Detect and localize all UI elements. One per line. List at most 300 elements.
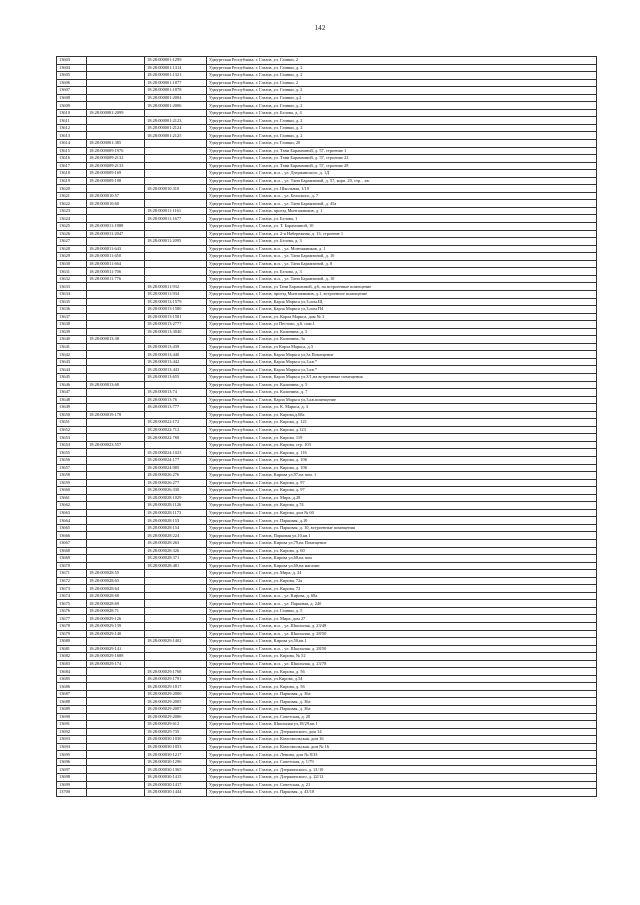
table-row	[57, 743, 597, 751]
land-cadastral-cell	[87, 79, 145, 87]
land-cadastral-cell: 18:28:000023:557	[87, 441, 145, 449]
address-cell: Удмуртская Республика, г. Глазов, ул. Парковая, д. 36а	[207, 706, 597, 714]
row-number-cell: 13637	[57, 313, 87, 321]
building-cadastral-cell: 18:28:000028:1126	[145, 502, 207, 510]
land-cadastral-cell	[87, 306, 145, 314]
row-number-cell: 13611	[57, 117, 87, 125]
row-number-cell: 13683	[57, 660, 87, 668]
land-cadastral-cell	[87, 283, 145, 291]
address-cell: Удмуртская Республика, г. Глазов, ул. Белова, д. 3	[207, 268, 597, 276]
land-cadastral-cell: 18:28:000011:706	[87, 268, 145, 276]
row-number-cell: 13658	[57, 472, 87, 480]
building-cadastral-cell: 18:28:000030:1444	[145, 789, 207, 797]
table-row	[57, 260, 597, 268]
building-cadastral-cell: 18:28:000001:2124	[145, 124, 207, 132]
land-cadastral-cell	[87, 117, 145, 125]
building-cadastral-cell: 18:28:000001:1877	[145, 79, 207, 87]
building-cadastral-cell	[145, 645, 207, 653]
table-row	[57, 713, 597, 721]
row-number-cell: 13663	[57, 509, 87, 517]
table-row	[57, 79, 597, 87]
table-row	[57, 502, 597, 510]
building-cadastral-cell: 18:28:000013:443	[145, 366, 207, 374]
building-cadastral-cell: 18:28:000026:277	[145, 479, 207, 487]
table-row	[57, 623, 597, 631]
land-cadastral-cell	[87, 57, 145, 65]
row-number-cell: 13655	[57, 449, 87, 457]
address-cell: Удмуртская Республика, г. Глазов, м.п. , ул. Дзержинского, д. 1Д	[207, 170, 597, 178]
row-number-cell: 13605	[57, 72, 87, 80]
table-row	[57, 87, 597, 95]
table-row	[57, 441, 597, 449]
table-row	[57, 690, 597, 698]
table-row	[57, 72, 597, 80]
row-number-cell: 13651	[57, 419, 87, 427]
land-cadastral-cell	[87, 668, 145, 676]
table-row	[57, 177, 597, 185]
building-cadastral-cell	[145, 615, 207, 623]
row-number-cell: 13678	[57, 623, 87, 631]
land-cadastral-cell: 18:28:000009:2133	[87, 162, 145, 170]
land-cadastral-cell	[87, 351, 145, 359]
address-cell: Удмуртская Республика, г. Глазов, Карла Маркса ул,3,кв.*	[207, 358, 597, 366]
row-number-cell: 13670	[57, 562, 87, 570]
building-cadastral-cell	[145, 162, 207, 170]
land-cadastral-cell	[87, 449, 145, 457]
table-row	[57, 215, 597, 223]
land-cadastral-cell	[87, 207, 145, 215]
building-cadastral-cell: 18:28:000022:172	[145, 419, 207, 427]
land-cadastral-cell	[87, 638, 145, 646]
table-row	[57, 140, 597, 148]
building-cadastral-cell: 18:28:000011:2095	[145, 238, 207, 246]
row-number-cell: 13644	[57, 366, 87, 374]
table-row	[57, 283, 597, 291]
address-cell: Удмуртская Республика, г. Глазов, ул. Калинина, д. 5	[207, 381, 597, 389]
table-row	[57, 547, 597, 555]
building-cadastral-cell: 18:28:000026:330	[145, 487, 207, 495]
land-cadastral-cell	[87, 675, 145, 683]
building-cadastral-cell	[145, 275, 207, 283]
building-cadastral-cell: 18:28:000013:2777	[145, 321, 207, 329]
table-row	[57, 789, 597, 797]
land-cadastral-cell	[87, 502, 145, 510]
land-cadastral-cell	[87, 321, 145, 329]
row-number-cell: 13606	[57, 79, 87, 87]
table-row	[57, 668, 597, 676]
address-cell: Удмуртская Республика, г. Глазов, ул. Глинки, д. 2	[207, 64, 597, 72]
land-cadastral-cell	[87, 94, 145, 102]
table-row	[57, 170, 597, 178]
table-row	[57, 585, 597, 593]
row-number-cell: 13630	[57, 260, 87, 268]
land-cadastral-cell: 18:28:000009:169	[87, 170, 145, 178]
row-number-cell: 13665	[57, 524, 87, 532]
land-cadastral-cell	[87, 215, 145, 223]
address-cell: Удмуртская Республика, г. Глазов, ул. Парковая, д.10	[207, 517, 597, 525]
table-row	[57, 155, 597, 163]
land-cadastral-cell: 18:28:000029:174	[87, 660, 145, 668]
address-cell: Удмуртская Республика, г. Глазов, ул. Советская, д. 1/79	[207, 758, 597, 766]
table-row	[57, 645, 597, 653]
land-cadastral-cell	[87, 509, 145, 517]
building-cadastral-cell: 18:28:000013:440	[145, 351, 207, 359]
table-row	[57, 524, 597, 532]
building-cadastral-cell: 18:28:000028:371	[145, 555, 207, 563]
building-cadastral-cell: 18:28:000028:153	[145, 517, 207, 525]
table-row	[57, 223, 597, 231]
building-cadastral-cell: 18:28:000013:777	[145, 404, 207, 412]
land-cadastral-cell	[87, 434, 145, 442]
land-cadastral-cell	[87, 87, 145, 95]
building-cadastral-cell: 18:28:000029:2005	[145, 698, 207, 706]
building-cadastral-cell: 18:28:000030:1030	[145, 736, 207, 744]
land-cadastral-cell	[87, 532, 145, 540]
land-cadastral-cell	[87, 736, 145, 744]
table-row	[57, 275, 597, 283]
land-cadastral-cell	[87, 479, 145, 487]
table-row	[57, 238, 597, 246]
land-cadastral-cell	[87, 72, 145, 80]
row-number-cell: 13687	[57, 690, 87, 698]
address-cell: Удмуртская Республика, г. Глазов, ул. 2-я Набережная, д. 13, строение 1	[207, 230, 597, 238]
building-cadastral-cell: 18:28:000028:326	[145, 547, 207, 555]
address-cell: Удмуртская Республика, г. Глазов, м.п. , ул. Тани Барамзиной, д. 8	[207, 260, 597, 268]
address-cell: Удмуртская Республика, г. Глазов, м.п. , ул. Тани Барамзиной, д. 57, корп. 20, стр. , кв.	[207, 177, 597, 185]
address-cell: Удмуртская Республика, г. Глазов, Карла Маркса ул,3,кв.*	[207, 366, 597, 374]
row-number-cell: 13641	[57, 343, 87, 351]
address-cell: Удмуртская Республика, г. Глазов, ул. Глинки, д. 2	[207, 72, 597, 80]
row-number-cell: 13656	[57, 456, 87, 464]
row-number-cell: 13631	[57, 268, 87, 276]
building-cadastral-cell	[145, 577, 207, 585]
building-cadastral-cell: 18:28:000024:1023	[145, 449, 207, 457]
row-number-cell: 13640	[57, 336, 87, 344]
building-cadastral-cell	[145, 155, 207, 163]
row-number-cell: 13669	[57, 555, 87, 563]
row-number-cell: 13620	[57, 185, 87, 193]
row-number-cell: 13623	[57, 207, 87, 215]
building-cadastral-cell	[145, 570, 207, 578]
address-cell: Удмуртская Республика, г. Глазов, ул. Глинки, д. 2	[207, 117, 597, 125]
row-number-cell: 13650	[57, 411, 87, 419]
land-cadastral-cell	[87, 789, 145, 797]
land-cadastral-cell: 18:28:000028:55	[87, 570, 145, 578]
table-row	[57, 381, 597, 389]
address-cell: Удмуртская Республика, г. Глазов, ул. Кирова, стр. 103	[207, 441, 597, 449]
building-cadastral-cell: 18:28:000001:1314	[145, 64, 207, 72]
building-cadastral-cell	[145, 653, 207, 661]
building-cadastral-cell: 18:28:000024:985	[145, 464, 207, 472]
address-cell: Удмуртская Республика, г. Глазов, ул. Т. Барамзиной, 10	[207, 223, 597, 231]
table-row	[57, 479, 597, 487]
table-row	[57, 638, 597, 646]
table-row	[57, 358, 597, 366]
address-cell: Удмуртская Республика, г. Глазов, ул. Тани Барамзиной, д. 57, строение 28	[207, 162, 597, 170]
address-cell: Удмуртская Республика, г. Глазов, ул. Кирова, № 52	[207, 653, 597, 661]
land-cadastral-cell	[87, 373, 145, 381]
table-row	[57, 411, 597, 419]
address-cell: Удмуртская Республика, г. Глазов, ул. Глинки, д. 2	[207, 124, 597, 132]
row-number-cell: 13621	[57, 192, 87, 200]
row-number-cell: 13646	[57, 381, 87, 389]
building-cadastral-cell: 18:28:000011:934	[145, 290, 207, 298]
table-row	[57, 102, 597, 110]
building-cadastral-cell	[145, 230, 207, 238]
address-cell: Удмуртская Республика, г. Глазов, ул. Кирова, д.123	[207, 426, 597, 434]
table-row	[57, 426, 597, 434]
building-cadastral-cell: 18:28:000029:735	[145, 728, 207, 736]
row-number-cell: 13661	[57, 494, 87, 502]
row-number-cell: 13668	[57, 547, 87, 555]
row-number-cell: 13686	[57, 683, 87, 691]
address-cell: Удмуртская Республика, г. Глазов, ул. Кирова, д. 116	[207, 449, 597, 457]
land-cadastral-cell	[87, 555, 145, 563]
building-cadastral-cell: 18:28:000001:1299	[145, 57, 207, 65]
address-cell: Удмуртская Республика, г. Глазов, ул. Кирова, д. 60	[207, 547, 597, 555]
table-row	[57, 253, 597, 261]
table-row	[57, 192, 597, 200]
row-number-cell: 13649	[57, 404, 87, 412]
row-number-cell: 13679	[57, 630, 87, 638]
land-cadastral-cell	[87, 290, 145, 298]
row-number-cell: 13691	[57, 721, 87, 729]
land-cadastral-cell: 18:28:000011:1888	[87, 223, 145, 231]
table-row	[57, 389, 597, 397]
address-cell: Удмуртская Республика, г. Глазов, Кирова ул,79,на Помещение	[207, 540, 597, 548]
land-cadastral-cell	[87, 721, 145, 729]
land-cadastral-cell: 18:28:000028:63	[87, 577, 145, 585]
land-cadastral-cell	[87, 298, 145, 306]
building-cadastral-cell	[145, 381, 207, 389]
row-number-cell: 13633	[57, 283, 87, 291]
address-cell: Удмуртская Республика, г. Глазов, ул. Глинки, 2	[207, 57, 597, 65]
land-cadastral-cell	[87, 547, 145, 555]
land-cadastral-cell: 18:28:000028:69	[87, 600, 145, 608]
table-row	[57, 592, 597, 600]
row-number-cell: 13695	[57, 751, 87, 759]
table-row	[57, 615, 597, 623]
row-number-cell: 13615	[57, 147, 87, 155]
address-cell: Удмуртская Республика, г. Глазов, ул. Кирова, д. 121	[207, 419, 597, 427]
address-cell: Удмуртская Республика, г. Глазов, ул. Кирова, д. 106	[207, 464, 597, 472]
address-cell: Удмуртская Республика, г. Глазов, ул. Парковая, д. 10, встроенные помещения	[207, 524, 597, 532]
address-cell: Удмуртская Республика, г. Глазов, ул. Кирова,д.68а	[207, 411, 597, 419]
row-number-cell: 13699	[57, 781, 87, 789]
address-cell: Удмуртская Республика, г. Глазов, м.п. , ул. Тани Барамзиной, д. 45а	[207, 200, 597, 208]
building-cadastral-cell: 18:28:000029:1817	[145, 683, 207, 691]
row-number-cell: 13685	[57, 675, 87, 683]
building-cadastral-cell: 18:28:000028:154	[145, 524, 207, 532]
table-row	[57, 577, 597, 585]
address-cell: Удмуртская Республика, г. Глазов, ул. Дзержинского, д. 21/10	[207, 766, 597, 774]
land-cadastral-cell	[87, 487, 145, 495]
address-cell: Удмуртская Республика, г. Глазов, ул. Кирова, д. 97	[207, 479, 597, 487]
building-cadastral-cell: 18:28:000024:177	[145, 456, 207, 464]
table-row	[57, 57, 597, 65]
address-cell: Удмуртская Республика, г. Глазов, ул. Советская, д. 21	[207, 781, 597, 789]
land-cadastral-cell: 18:28:000029:141	[87, 645, 145, 653]
building-cadastral-cell: 18:28:000013:655	[145, 373, 207, 381]
address-cell: Удмуртская Республика, г. Глазов, ул. Кирова, дом № 60	[207, 509, 597, 517]
row-number-cell: 13696	[57, 758, 87, 766]
table-row	[57, 117, 597, 125]
table-row	[57, 766, 597, 774]
address-cell: Удмуртская Республика, г. Глазов, ул. Тани Барамзиной, д. 57, строение 1	[207, 147, 597, 155]
address-cell: Удмуртская Республика, г. Глазов, ул. К. Маркса, д. 3	[207, 404, 597, 412]
page-number: 142	[314, 24, 326, 32]
address-cell: Удмуртская Республика, г. Глазов, м.п. , ул. Монтажников, д. 1	[207, 245, 597, 253]
address-cell: Удмуртская Республика, г. Глазов, ул. Глинки, 20	[207, 140, 597, 148]
land-cadastral-cell	[87, 562, 145, 570]
address-cell: Удмуртская Республика, г. Глазов, ул. Белова, д. 3	[207, 238, 597, 246]
land-cadastral-cell: 18:28:000011:664	[87, 260, 145, 268]
land-cadastral-cell: 18:28:000001:385	[87, 140, 145, 148]
row-number-cell: 13690	[57, 713, 87, 721]
table-row	[57, 290, 597, 298]
land-cadastral-cell: 18:28:000011:2047	[87, 230, 145, 238]
table-row	[57, 64, 597, 72]
address-cell: Удмуртская Республика, г. Глазов, Карла Маркса ул,3,пом.Щ	[207, 298, 597, 306]
row-number-cell: 13657	[57, 464, 87, 472]
table-row	[57, 472, 597, 480]
row-number-cell: 13688	[57, 698, 87, 706]
row-number-cell: 13674	[57, 592, 87, 600]
building-cadastral-cell	[145, 336, 207, 344]
land-cadastral-cell	[87, 456, 145, 464]
table-row	[57, 494, 597, 502]
table-row	[57, 336, 597, 344]
land-cadastral-cell	[87, 706, 145, 714]
address-cell: Удмуртская Республика, г. Глазов, Кирова ул,97,на пом. 1	[207, 472, 597, 480]
table-row	[57, 132, 597, 140]
address-cell: Удмуртская Республика, г. Глазов, ул. Кирова, д. 97	[207, 487, 597, 495]
row-number-cell: 13660	[57, 487, 87, 495]
row-number-cell: 13680	[57, 638, 87, 646]
row-number-cell: 13609	[57, 102, 87, 110]
land-cadastral-cell	[87, 102, 145, 110]
row-number-cell: 13639	[57, 328, 87, 336]
row-number-cell: 13653	[57, 434, 87, 442]
table-row	[57, 773, 597, 781]
address-cell: Удмуртская Республика, г. Глазов, ул. Кирова, 72	[207, 585, 597, 593]
building-cadastral-cell: 18:28:000001:1878	[145, 87, 207, 95]
land-cadastral-cell: 18:28:000009:198	[87, 177, 145, 185]
address-cell: Удмуртская Республика, г. Глазов, ул. Ленина, дом № 8/33	[207, 751, 597, 759]
building-cadastral-cell: 18:28:000013:1579	[145, 298, 207, 306]
row-number-cell: 13627	[57, 238, 87, 246]
building-cadastral-cell	[145, 268, 207, 276]
table-row	[57, 268, 597, 276]
building-cadastral-cell: 18:28:000029:1791	[145, 675, 207, 683]
building-cadastral-cell: 18:28:000011:932	[145, 283, 207, 291]
land-cadastral-cell	[87, 758, 145, 766]
building-cadastral-cell: 18:28:000028:481	[145, 562, 207, 570]
table-row	[57, 509, 597, 517]
address-cell: Удмуртская Республика, г. Глазов, ул. Дзержинского, д. 22/12	[207, 773, 597, 781]
land-cadastral-cell	[87, 766, 145, 774]
address-cell: Удмуртская Республика, г. Глазов, ул. Глинки, д. 5	[207, 607, 597, 615]
row-number-cell: 13681	[57, 645, 87, 653]
building-cadastral-cell	[145, 192, 207, 200]
address-cell: Удмуртская Республика, г. Глазов, ул. Кирова, д. 56	[207, 683, 597, 691]
land-cadastral-cell	[87, 124, 145, 132]
row-number-cell: 13664	[57, 517, 87, 525]
address-cell: Удмуртская Республика, г. Глазов, м.п. , ул. Тани Барамзиной, д. 10	[207, 275, 597, 283]
table-row	[57, 698, 597, 706]
building-cadastral-cell	[145, 170, 207, 178]
table-row	[57, 721, 597, 729]
table-row	[57, 147, 597, 155]
building-cadastral-cell	[145, 253, 207, 261]
address-cell: Удмуртская Республика, г. Глазов, Карла Маркса ул,3/1,на встроенные помещения	[207, 373, 597, 381]
table-row	[57, 660, 597, 668]
row-number-cell: 13652	[57, 426, 87, 434]
land-cadastral-cell	[87, 419, 145, 427]
building-cadastral-cell: 18:28:000030:1415	[145, 773, 207, 781]
row-number-cell: 13692	[57, 728, 87, 736]
address-cell: Удмуртская Республика, г. Глазов, ул. Калинина, д. 7	[207, 389, 597, 397]
table-row	[57, 245, 597, 253]
land-cadastral-cell	[87, 396, 145, 404]
table-row	[57, 404, 597, 412]
building-cadastral-cell: 18:28:000013:439	[145, 343, 207, 351]
building-cadastral-cell	[145, 245, 207, 253]
building-cadastral-cell: 18:28:000001:2004	[145, 94, 207, 102]
building-cadastral-cell: 18:28:000029:1402	[145, 638, 207, 646]
building-cadastral-cell	[145, 140, 207, 148]
address-cell: Удмуртская Республика, г. Глазов, Парковая ул,10,кв.1	[207, 532, 597, 540]
land-cadastral-cell	[87, 238, 145, 246]
registry-body	[57, 57, 597, 797]
land-cadastral-cell	[87, 743, 145, 751]
table-row	[57, 728, 597, 736]
row-number-cell: 13673	[57, 585, 87, 593]
address-cell: Удмуртская Республика, г. Глазов, Кирова ул,68,на пом	[207, 555, 597, 563]
building-cadastral-cell: 18:28:000030:1417	[145, 781, 207, 789]
table-row	[57, 343, 597, 351]
address-cell: Удмуртская Республика, г. Глазов, м.п. , ул. Школьная, д. 23/78	[207, 660, 597, 668]
building-cadastral-cell	[145, 411, 207, 419]
address-cell: Удмуртская Республика, г. Глазов, проезд Монтажников, д.1, встроенное помещение	[207, 290, 597, 298]
address-cell: Удмуртская Республика, г. Глазов, ул. Глинки, д. 2	[207, 132, 597, 140]
address-cell: Удмуртская Республика, г. Глазов, ул. Парковая, д. 36а	[207, 690, 597, 698]
address-cell: Удмуртская Республика, г. Глазов, ул. Белова, 1	[207, 215, 597, 223]
address-cell: Удмуртская Республика, г. Глазов, ул. Кирова, д.74	[207, 502, 597, 510]
land-cadastral-cell	[87, 185, 145, 193]
table-row	[57, 109, 597, 117]
address-cell: Удмуртская Республика, г. Глазов, Кирова ул,50,кв.1	[207, 638, 597, 646]
building-cadastral-cell: 18:28:000001:2006	[145, 102, 207, 110]
building-cadastral-cell: 18:28:000022:768	[145, 434, 207, 442]
row-number-cell: 13624	[57, 215, 87, 223]
address-cell: Удмуртская Республика, г. Глазов, Кирова ул,60,на магазин	[207, 562, 597, 570]
table-row	[57, 313, 597, 321]
land-cadastral-cell	[87, 713, 145, 721]
address-cell: Удмуртская Республика, г. Глазов, м.п. , ул. Кирова, д. 68а	[207, 592, 597, 600]
building-cadastral-cell: 18:28:000026:276	[145, 472, 207, 480]
land-cadastral-cell: 18:28:000011:776	[87, 275, 145, 283]
land-cadastral-cell	[87, 773, 145, 781]
table-row	[57, 555, 597, 563]
row-number-cell: 13693	[57, 736, 87, 744]
building-cadastral-cell	[145, 147, 207, 155]
row-number-cell: 13684	[57, 668, 87, 676]
land-cadastral-cell	[87, 494, 145, 502]
building-cadastral-cell: 18:28:000028:1173	[145, 509, 207, 517]
address-cell: Удмуртская Республика, г. Глазов, м.п. , ул. Парковая, д. 24б	[207, 600, 597, 608]
table-row	[57, 351, 597, 359]
